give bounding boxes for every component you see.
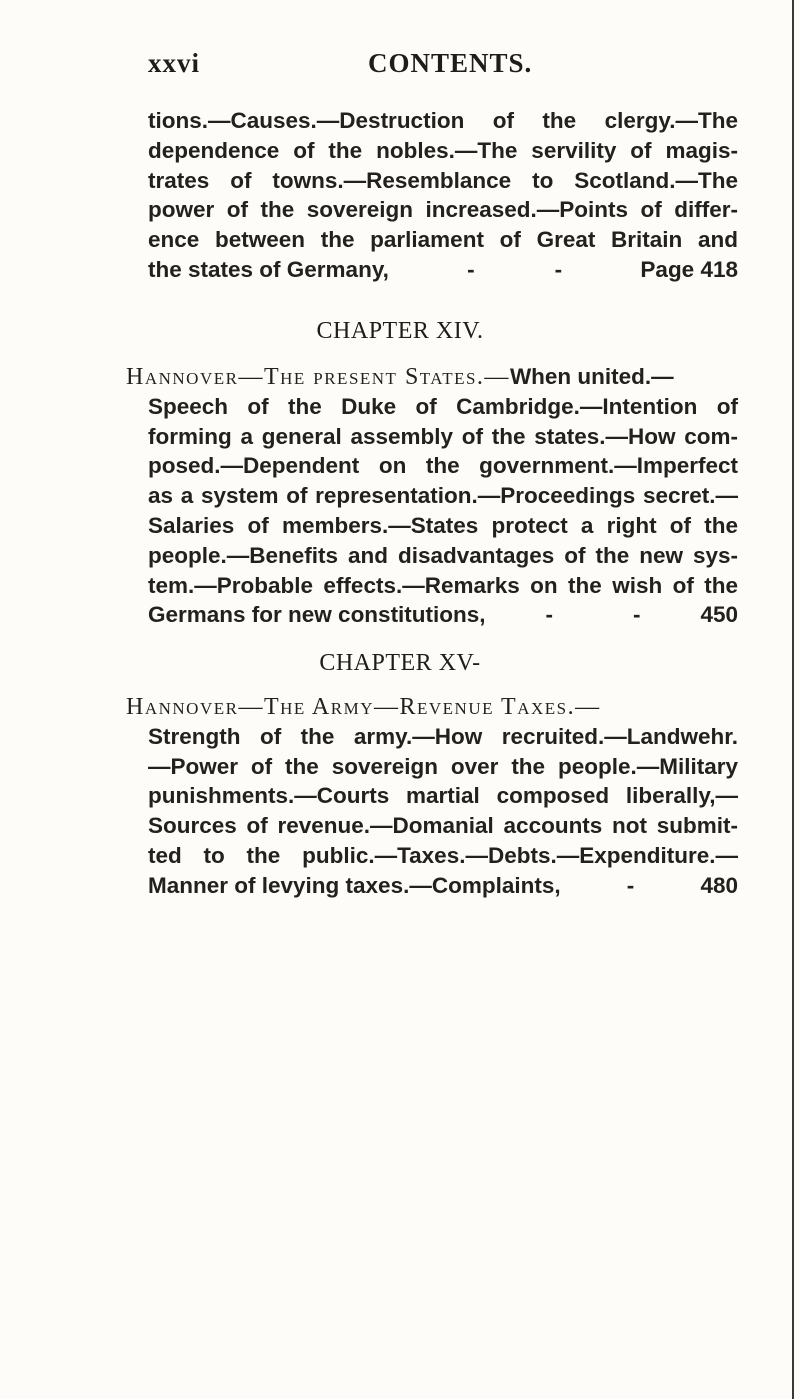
page-reference: Page 418: [640, 256, 738, 282]
chapter-14-entry: [126, 362, 738, 630]
entry-line: trates of towns.—Resemblance to Scotland.—The: [148, 167, 738, 193]
entry-last-line: [148, 871, 738, 901]
entry-line: Salaries of members.—States protect a right of the: [148, 512, 738, 538]
entry-line: forming a general assembly of the states.—How com-: [148, 423, 738, 449]
entry-line: —Power of the sovereign over the people.—Military: [148, 753, 738, 779]
entry-text: When united.—: [509, 364, 674, 389]
page-reference: 480: [700, 872, 738, 898]
entry-line: tions.—Causes.—Destruction of the clergy.—The: [148, 108, 738, 133]
entry-line: as a system of representation.—Proceedings secret.—: [148, 483, 738, 509]
entry-last-line: [148, 255, 738, 285]
chapter-heading: Hannover—The Army—Revenue Taxes.—: [126, 694, 601, 720]
running-title: CONTENTS.: [368, 48, 533, 78]
leader-dash: -: [467, 256, 475, 282]
leader-dash: -: [554, 256, 563, 282]
chapter-heading-line: [126, 362, 738, 392]
page-reference: 450: [700, 602, 738, 628]
entry-line: tem.—Probable effects.—Remarks on the wish of the: [148, 572, 738, 598]
chapter-15-entry: [126, 692, 738, 901]
chapter-title: CHAPTER XV-: [319, 650, 481, 676]
entry-text: Germans for new constitutions,: [148, 602, 486, 628]
leader-dash: -: [633, 602, 641, 628]
entry-text: Manner of levying taxes.—Complaints,: [148, 872, 561, 898]
chapter-heading-line: [126, 692, 738, 722]
leader-dash: -: [626, 872, 635, 898]
continuation-entry: [148, 106, 738, 285]
entry-line: dependence of the nobles.—The servility of magis-: [148, 137, 738, 163]
entry-line: ence between the parliament of Great Britain and: [148, 227, 738, 253]
chapter-title: CHAPTER XIV.: [316, 318, 484, 344]
chapter-heading: Hannover—The present States.—: [126, 364, 510, 390]
entry-line: Sources of revenue.—Domanial accounts not submit-: [148, 813, 738, 839]
entry-line: punishments.—Courts martial composed liberally,—: [148, 783, 738, 809]
entry-text: the states of Germany,: [148, 256, 389, 282]
entry-line: Strength of the army.—How recruited.—Landwehr.: [148, 723, 738, 749]
leader-dash: -: [545, 602, 553, 628]
entry-line: power of the sovereign increased.—Points of differ-: [148, 197, 738, 223]
entry-line: ted to the public.—Taxes.—Debts.—Expenditure.—: [148, 842, 738, 868]
entry-line: people.—Benefits and disadvantages of the new sys-: [148, 542, 738, 568]
entry-last-line: [148, 600, 738, 630]
entry-line: Speech of the Duke of Cambridge.—Intention of: [148, 393, 738, 419]
entry-line: posed.—Dependent on the government.—Imperfect: [148, 453, 738, 479]
page-edge: [792, 0, 794, 1399]
folio-number: xxvi: [148, 48, 201, 78]
running-header: [148, 48, 708, 88]
